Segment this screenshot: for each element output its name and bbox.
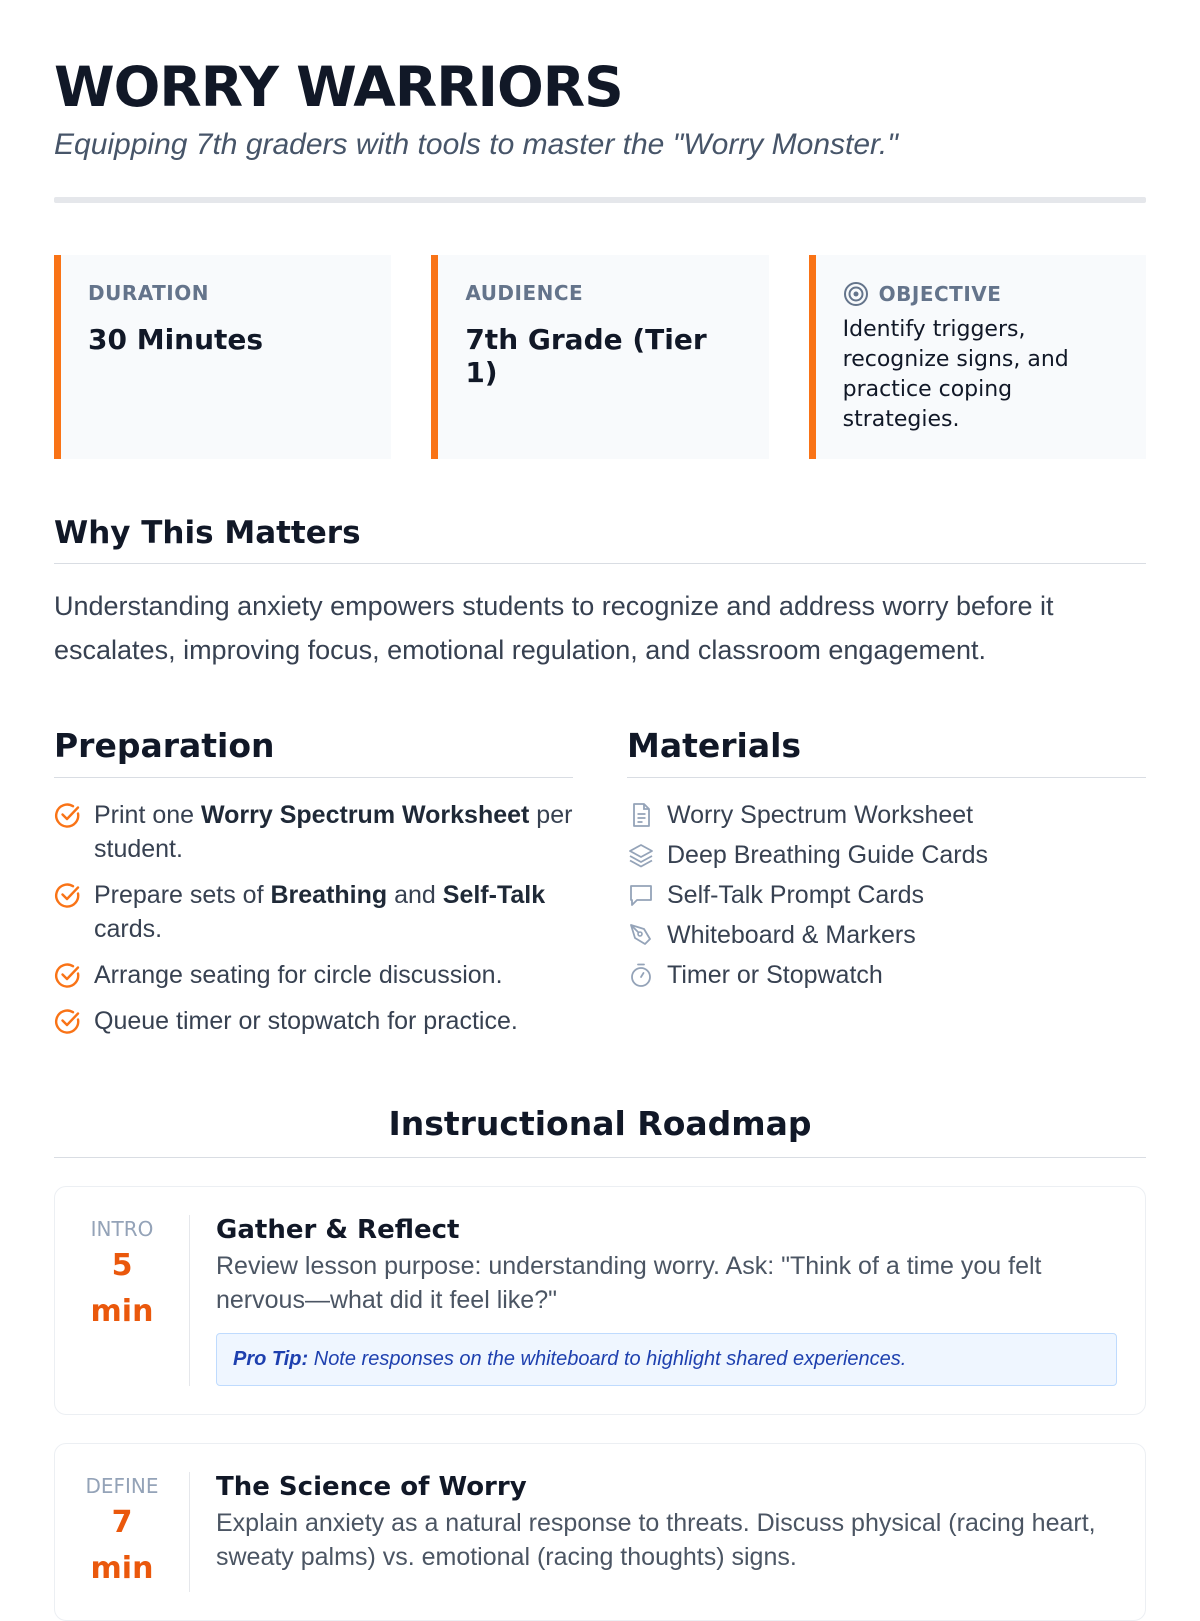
- layers-icon: [627, 841, 655, 869]
- material-label: Worry Spectrum Worksheet: [667, 801, 974, 829]
- info-cards: [54, 255, 1146, 459]
- step-title: Gather & Reflect: [216, 1215, 460, 1245]
- materials-list: [627, 798, 1146, 992]
- pro-tip-text: Note responses on the whiteboard to highlight shared experiences.: [308, 1348, 907, 1370]
- objective-card: [809, 255, 1146, 459]
- pen-icon: [627, 921, 655, 949]
- page-title: WORRY WARRIORS: [54, 55, 623, 119]
- why-section: [54, 515, 1146, 672]
- prep-text: Arrange seating for circle discussion.: [94, 961, 503, 989]
- step-description: Explain anxiety as a natural response to threats. Discuss physical (racing heart, sweaty palms) vs. emotional (racing thoughts) signs.: [216, 1509, 1096, 1571]
- list-item: [627, 918, 1146, 952]
- step-body: [190, 1215, 1117, 1386]
- list-item: [54, 1004, 573, 1038]
- objective-value: Identify triggers, recognize signs, and practice coping strategies.: [842, 317, 1069, 432]
- why-heading: Why This Matters: [54, 515, 1146, 564]
- step-body: [190, 1472, 1117, 1592]
- material-label: Timer or Stopwatch: [667, 961, 883, 989]
- duration-card: [54, 255, 391, 459]
- step-time: [55, 1215, 190, 1386]
- target-icon: [843, 281, 869, 307]
- audience-label: AUDIENCE: [465, 281, 584, 305]
- document-icon: [627, 801, 655, 829]
- stopwatch-icon: [627, 961, 655, 989]
- step-time: [55, 1472, 190, 1592]
- material-label: Self-Talk Prompt Cards: [667, 881, 925, 909]
- step-title: The Science of Worry: [216, 1472, 527, 1502]
- step-tag: DEFINE: [85, 1474, 159, 1498]
- list-item: [54, 958, 573, 992]
- chat-bubble-icon: [627, 881, 655, 909]
- preparation-list: [54, 798, 573, 1038]
- check-circle-icon: [54, 1007, 82, 1035]
- material-label: Whiteboard & Markers: [667, 921, 916, 949]
- step-unit: min: [90, 1551, 154, 1586]
- prep-materials-row: [54, 726, 1146, 1050]
- list-item: [54, 878, 573, 946]
- check-circle-icon: [54, 881, 82, 909]
- list-item: [627, 798, 1146, 832]
- audience-card: [431, 255, 768, 459]
- check-circle-icon: [54, 961, 82, 989]
- prep-text: Queue timer or stopwatch for practice.: [94, 1007, 518, 1035]
- list-item: [627, 878, 1146, 912]
- header-divider: [54, 197, 1146, 203]
- why-text: Understanding anxiety empowers students to recognize and address worry before it escalates, improving focus, emotional regulation, and classroom engagement.: [54, 591, 1054, 665]
- audience-value: 7th Grade (Tier 1): [465, 323, 707, 389]
- objective-label: OBJECTIVE: [878, 282, 1002, 306]
- roadmap-heading: Instructional Roadmap: [54, 1104, 1146, 1158]
- roadmap-step-intro: [54, 1186, 1146, 1415]
- list-item: [627, 838, 1146, 872]
- duration-value: 30 Minutes: [88, 323, 264, 356]
- list-item: [54, 798, 573, 866]
- materials-section: [627, 726, 1146, 1050]
- pro-tip: [216, 1333, 1117, 1386]
- duration-label: DURATION: [88, 281, 209, 305]
- preparation-section: [54, 726, 573, 1050]
- material-label: Deep Breathing Guide Cards: [667, 841, 989, 869]
- step-tag: INTRO: [90, 1217, 154, 1241]
- pro-tip-label: Pro Tip:: [233, 1348, 309, 1370]
- list-item: [627, 958, 1146, 992]
- preparation-heading: Preparation: [54, 726, 573, 778]
- step-minutes: 5: [111, 1248, 133, 1283]
- step-minutes: 7: [111, 1505, 133, 1540]
- prep-text: Prepare sets of Breathing and Self-Talk cards.: [94, 881, 546, 943]
- check-circle-icon: [54, 801, 82, 829]
- step-description: Review lesson purpose: understanding worry. Ask: "Think of a time you felt nervous—what did it feel like?": [216, 1252, 1042, 1314]
- roadmap-step-define: [54, 1443, 1146, 1621]
- page-subtitle: Equipping 7th graders with tools to master the "Worry Monster.": [54, 128, 898, 161]
- objective-label-row: [843, 281, 1120, 307]
- prep-text: Print one Worry Spectrum Worksheet per student.: [94, 801, 573, 863]
- step-unit: min: [90, 1294, 154, 1329]
- materials-heading: Materials: [627, 726, 1146, 778]
